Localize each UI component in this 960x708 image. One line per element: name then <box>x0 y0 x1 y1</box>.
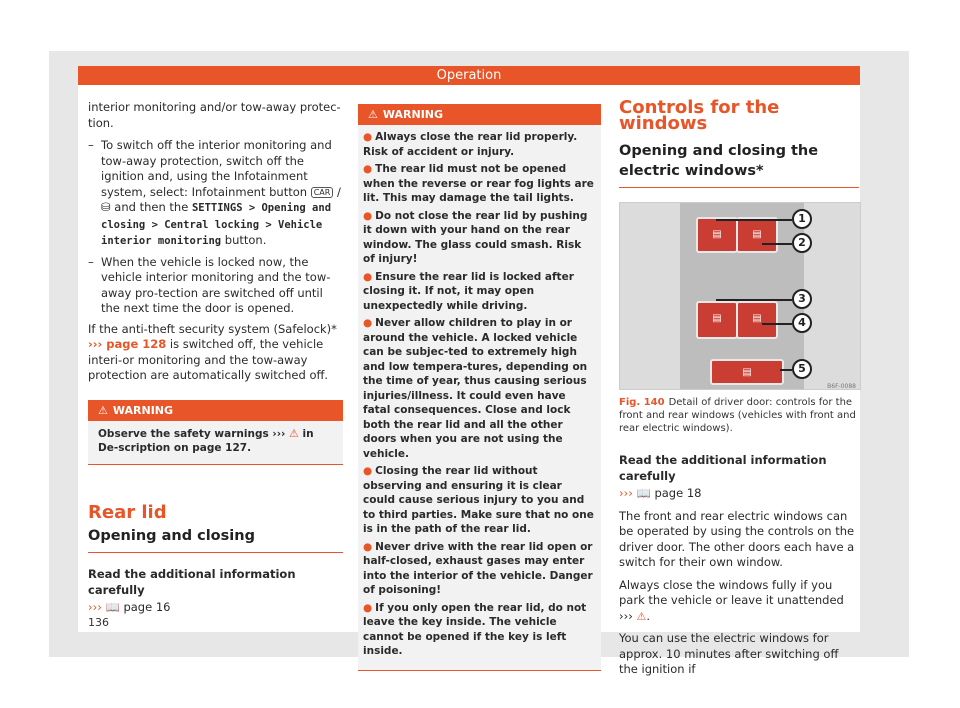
figure-code: B6F-0088 <box>827 383 856 390</box>
warning-bullet: ● Ensure the rear lid is locked after closing it. If not, it may open unexpectedly while driving. <box>363 270 574 312</box>
warning-bullet: ● Closing the rear lid without observing and ensuring it is clear could cause serious injury to you and to third parties. Make sure that no one is in the path of the rear lid. <box>363 465 594 535</box>
switch-front-right <box>736 217 778 253</box>
warning-triangle-icon: ⚠ <box>98 403 108 417</box>
read-more-ref[interactable]: ››› 📖 page 18 <box>619 486 702 500</box>
warning-box-small <box>88 400 343 465</box>
paragraph-intro: interior monitoring and/or tow-away protec-tion. <box>88 100 341 130</box>
window-icon: ▤ <box>752 313 762 324</box>
figure-caption: Fig. 140 Detail of driver door: controls for the front and rear windows (vehicles with front and rear electric windows). <box>619 397 856 434</box>
switch-rear-left <box>696 301 738 339</box>
warning-bullet: ● Always close the rear lid properly. Risk of accident or injury. <box>363 131 578 158</box>
book-icon: 📖 <box>636 486 651 500</box>
vehicle-icon: ⛁ <box>101 200 111 214</box>
warning-body: Observe the safety warnings ››› ⚠ in De-scription on page 127. <box>88 421 343 464</box>
callout-1: 1 <box>792 209 812 229</box>
warning-body <box>358 125 601 670</box>
paragraph-operation: The front and rear electric windows can be operated by using the controls on the driver door. The other doors each have a switch for their own window. <box>619 508 855 569</box>
paragraph-safelock: If the anti-theft security system (Safelock)* ››› page 128 is switched off, the vehicle interi-or monitoring and the tow-away protection are automatically switched off. <box>88 321 337 382</box>
switch-front-left <box>696 217 738 253</box>
warning-bullet: ● Never allow children to play in or around the vehicle. A locked vehicle can be subjec-ted to extremely high and low tempera-tures, depending on the time of year, thus causing serious injuries/illness. It could even have fatal consequences. Close and lock both the rear lid and all the other doors when you are not using the vehicle. <box>363 317 588 460</box>
warning-bullet: ● If you only open the rear lid, do not leave the key inside. The vehicle cannot be opened if the key is left inside. <box>363 601 587 657</box>
paragraph-close-windows: Always close the windows fully if you park the vehicle or leave it unattended ››› ⚠. <box>619 577 844 623</box>
warning-bullet: ● Do not close the rear lid by pushing it down with your hand on the rear window. The glass could smash. Risk of injury! <box>363 209 588 265</box>
list-item-locked: – When the vehicle is locked now, the vehicle interior monitoring and the tow-away pro-tection are switched off until the next time the door is opened. <box>88 255 343 317</box>
read-more-label: Read the additional information carefully <box>88 567 296 597</box>
warning-header: ⚠ WARNING <box>358 105 601 125</box>
figure-window-controls <box>619 202 861 390</box>
warning-triangle-icon: ⚠ <box>289 426 299 440</box>
list-item-switch-off: – To switch off the interior monitoring and tow-away protection, switch off the ignition and, using the Infotainment system, select: Infotainment button CAR / ⛁ and then the SETTINGS > Opening and closing > Central locking > Vehicle interior monitoring button. <box>88 138 343 250</box>
warning-box-large <box>358 104 601 671</box>
window-icon: ▤ <box>712 229 722 240</box>
callout-2: 2 <box>792 233 812 253</box>
warning-bullet: ● The rear lid must not be opened when the reverse or rear fog lights are lit. This may damage the tail lights. <box>363 163 594 204</box>
subsection-title-electric-windows: Opening and closing the electric windows* <box>619 141 859 188</box>
paragraph-after-ignition: You can use the electric windows for approx. 10 minutes after switching off the ignition if <box>619 631 839 676</box>
subsection-title-opening: Opening and closing <box>88 526 343 553</box>
window-icon: ▤ <box>742 367 752 378</box>
column-middle <box>358 104 601 671</box>
page-header: Operation <box>78 66 860 85</box>
callout-5: 5 <box>792 359 812 379</box>
page-link-128[interactable]: ››› page 128 <box>88 337 167 351</box>
read-more-label: Read the additional information carefully <box>619 453 827 483</box>
column-left <box>88 100 343 623</box>
callout-3: 3 <box>792 289 812 309</box>
callout-4: 4 <box>792 313 812 333</box>
section-title-windows: Controls for the windows <box>619 97 780 134</box>
book-icon: 📖 <box>105 600 120 614</box>
switch-rear-right <box>736 301 778 339</box>
window-icon: ▤ <box>752 229 762 240</box>
window-icon: ▤ <box>712 313 722 324</box>
warning-triangle-icon: ⚠ <box>636 609 647 623</box>
page-number: 136 <box>88 616 109 629</box>
car-button-icon: CAR <box>311 187 334 198</box>
warning-triangle-icon: ⚠ <box>368 108 378 121</box>
switch-child-lock <box>710 359 784 385</box>
warning-bullet: ● Never drive with the rear lid open or half-closed, exhaust gases may enter into the interior of the vehicle. Danger of poisoning! <box>363 540 593 596</box>
menu-path: SETTINGS > Opening and closing > Central locking > Vehicle interior monitoring <box>101 202 332 247</box>
read-more-ref[interactable]: ››› 📖 page 16 <box>88 600 171 614</box>
warning-header: ⚠ WARNING <box>88 401 343 421</box>
section-title-rear-lid: Rear lid <box>88 501 167 523</box>
column-right <box>619 97 859 685</box>
